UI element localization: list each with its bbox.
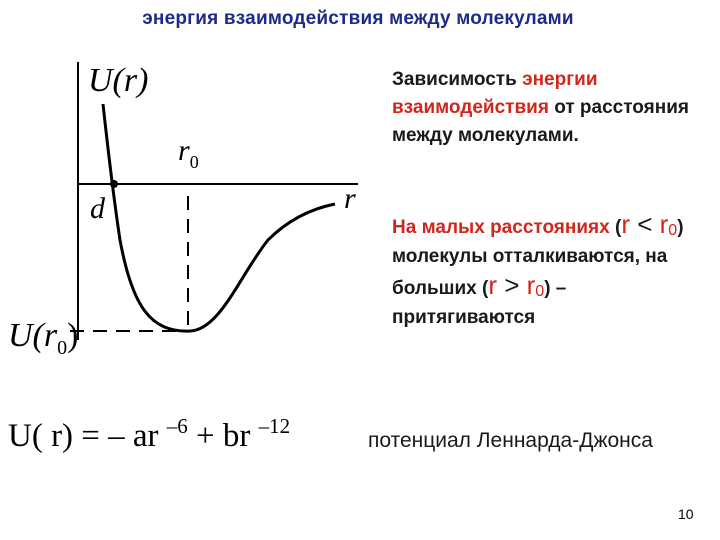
point-d xyxy=(110,180,118,188)
lennard-jones-formula: U( r) = – ar $^{-6}$ + br $^{-12}$ xyxy=(8,414,291,454)
d-label: d xyxy=(90,192,105,225)
min-energy-label: $U(r_0)$ xyxy=(8,317,79,359)
formula-caption: потенциал Леннарда-Джонса xyxy=(368,429,653,452)
description-paragraph-2: На малых расстояниях (r < r0) молекулы отталкиваются, на больших (r > r0) – притягиваются xyxy=(392,209,684,328)
slide-title: энергия взаимодействия между молекулами xyxy=(142,8,574,29)
potential-energy-graph xyxy=(0,50,380,360)
description-paragraph-1: Зависимость энергии взаимодействия от расстояния между молекулами. xyxy=(392,69,689,146)
page-number: 10 xyxy=(678,506,694,522)
x-axis-label: r xyxy=(344,182,356,215)
potential-curve xyxy=(103,104,335,331)
y-axis-label: U(r) xyxy=(88,62,149,99)
highlight-energy: энергии взаимодействия xyxy=(392,69,598,118)
r0-label: $r_0$ xyxy=(178,134,199,172)
